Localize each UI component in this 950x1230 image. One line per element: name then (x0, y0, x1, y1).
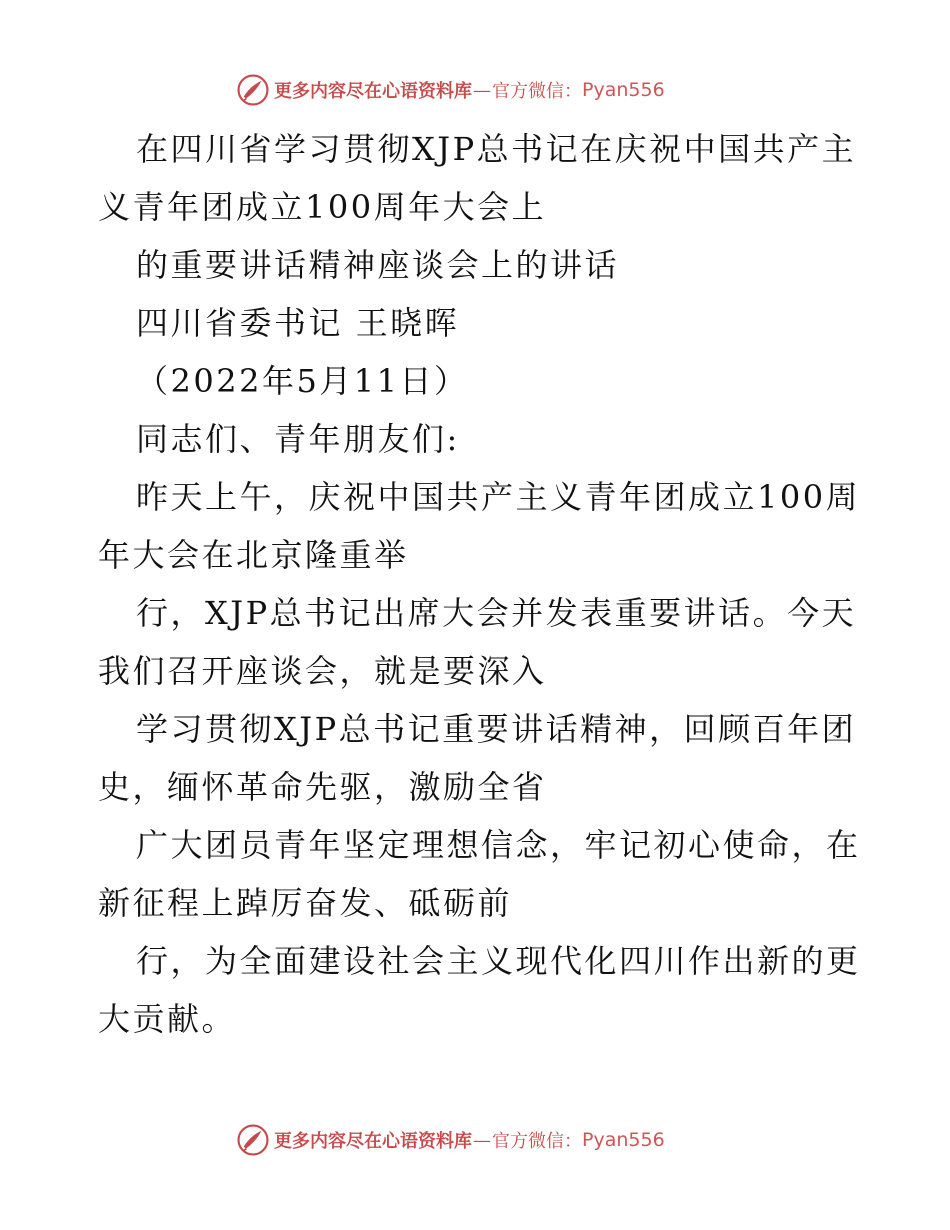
salutation-line: 同志们、青年朋友们: (136, 420, 460, 458)
paragraph-line: 广大团员青年坚定理想信念，牢记初心使命，在 (136, 826, 861, 864)
paragraph-line: 史，缅怀革命先驱，激励全省 (98, 768, 547, 806)
pen-nib-logo-icon (236, 73, 270, 107)
watermark-brand: 官方微信： (492, 81, 582, 102)
paragraph-line: 行，XJP总书记出席大会并发表重要讲话。今天 (136, 594, 857, 632)
paragraph-line: 昨天上午，庆祝中国共产主义青年团成立100周 (136, 478, 861, 516)
paragraph-line: 新征程上踔厉奋发、砥砺前 (98, 884, 513, 922)
watermark-id: Pyan556 (582, 79, 665, 101)
date-line: （2022年5月11日） (136, 362, 469, 400)
watermark-text: 更多内容尽在心语资料库 (274, 81, 472, 102)
footer-watermark (236, 1122, 665, 1158)
watermark-brand: 官方微信： (492, 1131, 582, 1152)
pen-nib-logo-icon (236, 1123, 270, 1157)
paragraph-line: 我们召开座谈会，就是要深入 (98, 652, 547, 690)
header-watermark (236, 72, 665, 108)
paragraph-line: 年大会在北京隆重举 (98, 536, 409, 574)
title-line-2: 义青年团成立100周年大会上 (98, 188, 547, 226)
paragraph-line: 行，为全面建设社会主义现代化四川作出新的更 (136, 942, 861, 980)
watermark-separator: — (473, 1129, 491, 1151)
title-line-1: 在四川省学习贯彻XJP总书记在庆祝中国共产主 (136, 130, 857, 168)
paragraph-line: 大贡献。 (98, 1000, 237, 1038)
watermark-separator: — (473, 79, 491, 101)
title-line-3: 的重要讲话精神座谈会上的讲话 (136, 246, 620, 284)
paragraph-line: 学习贯彻XJP总书记重要讲话精神，回顾百年团 (136, 710, 857, 748)
document-body (98, 120, 861, 1048)
watermark-text: 更多内容尽在心语资料库 (274, 1131, 472, 1152)
watermark-id: Pyan556 (582, 1129, 665, 1151)
author-line: 四川省委书记 王晓晖 (136, 304, 460, 342)
